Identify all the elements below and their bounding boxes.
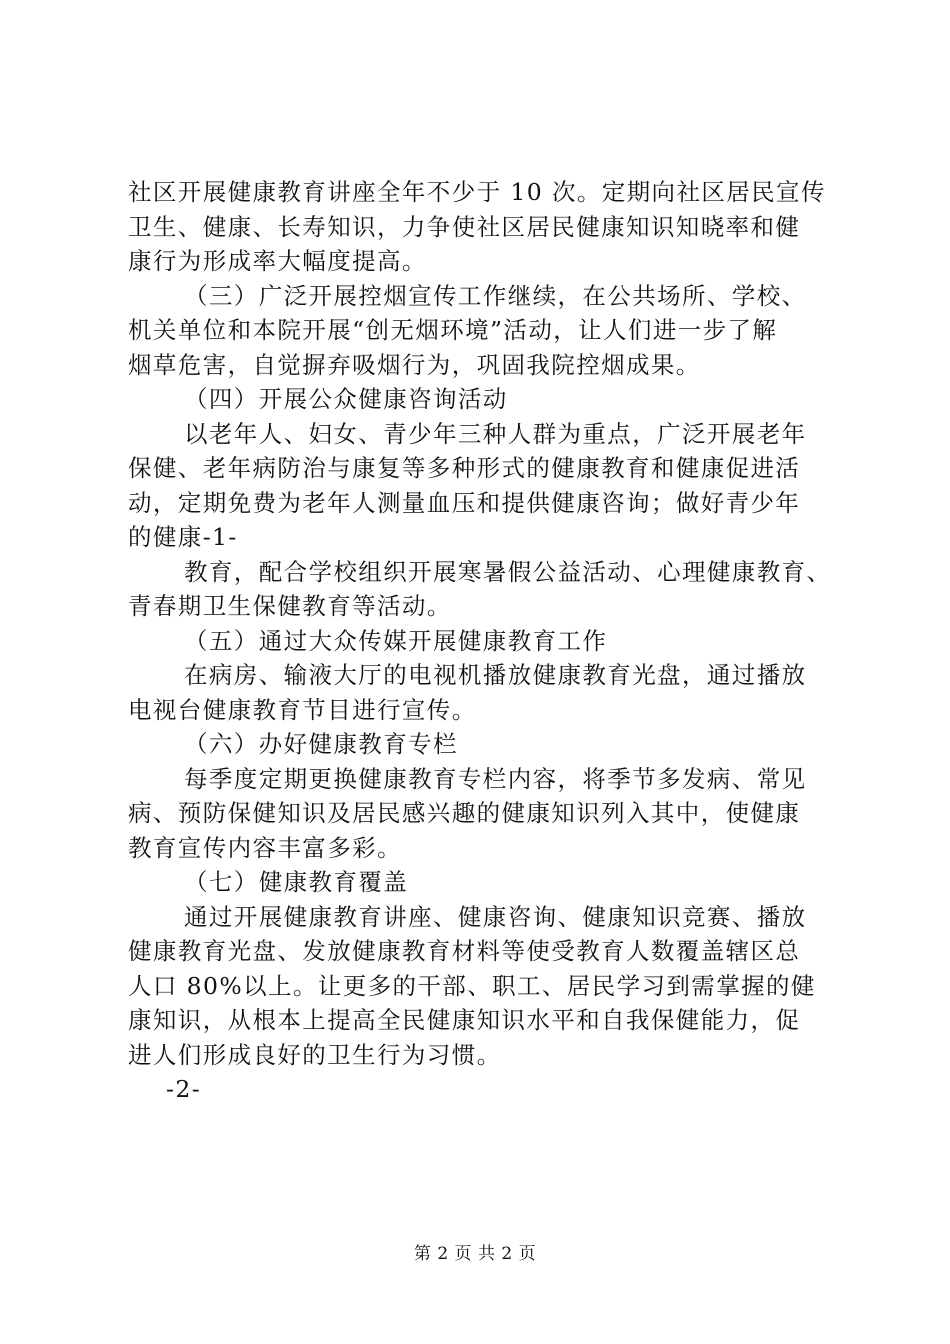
- text-line: （三）广泛开展控烟宣传工作继续，在公共场所、学校、: [184, 281, 807, 310]
- text-line: （六）办好健康教育专栏: [184, 730, 458, 758]
- text-line: 通过开展健康教育讲座、健康咨询、健康知识竞赛、播放: [184, 902, 807, 931]
- text-line: 以老年人、妇女、青少年三种人群为重点，广泛开展老年: [184, 419, 807, 448]
- text-line: 进人们形成良好的卫生行为习惯。: [128, 1040, 502, 1069]
- text-line: 保健、老年病防治与康复等多种形式的健康教育和健康促进活: [128, 454, 801, 482]
- text-line: 教育，配合学校组织开展寒暑假公益活动、心理健康教育、: [184, 557, 832, 586]
- text-line: 烟草危害，自觉摒弃吸烟行为，巩固我院控烟成果。: [128, 350, 701, 379]
- text-line: 机关单位和本院开展“创无烟环境”活动，让人们进一步了解: [128, 316, 778, 344]
- text-line: 在病房、输液大厅的电视机播放健康教育光盘，通过播放: [184, 661, 807, 689]
- text-line: -2-: [166, 1075, 202, 1103]
- text-line: 电视台健康教育节目进行宣传。: [128, 695, 477, 724]
- document-body: [128, 175, 848, 1107]
- text-line: 社区开展健康教育讲座全年不少于 10 次。定期向社区居民宣传: [128, 178, 826, 206]
- text-line: （四）开展公众健康咨询活动: [184, 385, 508, 413]
- text-line: 康知识，从根本上提高全民健康知识水平和自我保健能力，促: [128, 1006, 801, 1034]
- text-line: 健康教育光盘、发放健康教育材料等使受教育人数覆盖辖区总: [128, 937, 801, 965]
- text-line: 康行为形成率大幅度提高。: [128, 247, 427, 275]
- text-line: 动，定期免费为老年人测量血压和提供健康咨询；做好青少年: [128, 488, 801, 517]
- text-line: （七）健康教育覆盖: [184, 868, 409, 896]
- text-line: 病、预防保健知识及居民感兴趣的健康知识列入其中，使健康: [128, 799, 801, 827]
- text-line: 卫生、健康、长寿知识，力争使社区居民健康知识知晓率和健: [128, 212, 801, 241]
- text-line: 人口 80%以上。让更多的干部、职工、居民学习到需掌握的健: [128, 971, 816, 1000]
- text-line: 的健康-1-: [128, 523, 238, 551]
- text-line: 每季度定期更换健康教育专栏内容，将季节多发病、常见: [184, 764, 807, 793]
- page-footer: 第 2 页 共 2 页: [413, 1244, 537, 1264]
- text-line: （五）通过大众传媒开展健康教育工作: [184, 626, 608, 655]
- text-line: 青春期卫生保健教育等活动。: [128, 592, 452, 620]
- text-line: 教育宣传内容丰富多彩。: [128, 833, 402, 862]
